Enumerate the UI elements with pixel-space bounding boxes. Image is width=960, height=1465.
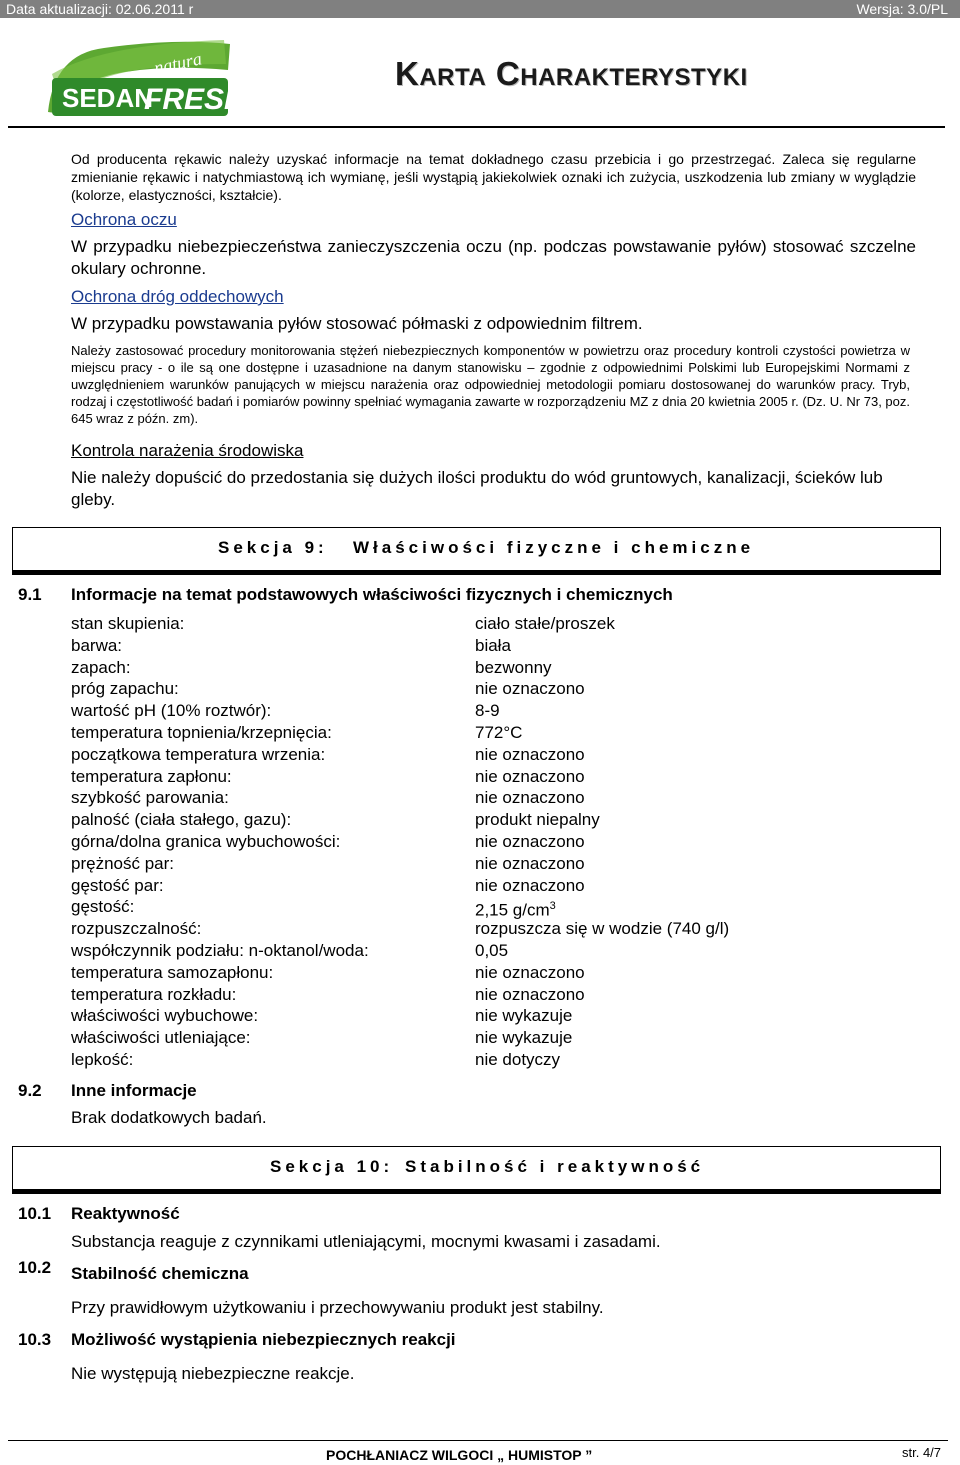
property-label: wartość pH (10% roztwór):: [71, 701, 272, 721]
property-value: rozpuszcza się w wodzie (740 g/l): [475, 919, 730, 939]
other-info-text: Brak dodatkowych badań.: [71, 1108, 267, 1127]
property-value: nie wykazuje: [475, 1028, 573, 1048]
property-label: gęstość:: [71, 897, 135, 917]
section-10-title: Stabilność i reaktywność: [405, 1157, 705, 1176]
subsection-10-3-title: Możliwość wystąpienia niebezpiecznych reakcji: [71, 1330, 456, 1349]
subsection-10-1-title: Reaktywność: [71, 1204, 180, 1223]
footer-product-name: POCHŁANIACZ WILGOCI „ HUMISTOP ”: [326, 1447, 593, 1463]
subsection-10-1-number: 10.1: [18, 1204, 52, 1223]
subsection-9-2-title: Inne informacje: [71, 1081, 197, 1100]
subsection-9-1-title: Informacje na temat podstawowych właściwości fizycznych i chemicznych: [71, 585, 673, 604]
property-value: ciało stałe/proszek: [475, 614, 615, 633]
eye-protection-heading: Ochrona oczu: [71, 210, 177, 229]
page-title: KARTA CHARAKTERYSTYKI: [395, 55, 748, 92]
subsection-10-3-text: Nie występują niebezpieczne reakcje.: [71, 1364, 355, 1383]
property-value: nie oznaczono: [475, 962, 585, 982]
environment-heading: Kontrola narażenia środowiska: [71, 441, 304, 460]
respiratory-protection-text: W przypadku powstawania pyłów stosować półmaski z odpowiednim filtrem.: [71, 314, 643, 333]
eye-protection-text: W przypadku niebezpieczeństwa zanieczyszczenia oczu (np. podczas powstawanie pyłów) stosować szczelne okulary ochronne.: [71, 237, 916, 278]
subsection-9-1-number: 9.1: [18, 585, 42, 604]
property-label: temperatura zapłonu:: [71, 766, 232, 786]
section-10-header: [12, 1146, 941, 1190]
subsection-10-2-text: Przy prawidłowym użytkowaniu i przechowywaniu produkt jest stabilny.: [71, 1298, 604, 1317]
property-label: barwa:: [71, 635, 123, 655]
property-value: nie oznaczono: [475, 832, 585, 851]
version: Wersja: 3.0/PL: [856, 1, 948, 17]
top-info-bar: [0, 0, 960, 18]
subsection-9-2-number: 9.2: [18, 1081, 42, 1100]
subsection-10-2-number: 10.2: [18, 1258, 52, 1277]
properties-list: [71, 613, 941, 1073]
property-label: właściwości wybuchowe:: [71, 1006, 259, 1026]
property-label: właściwości utleniające:: [71, 1028, 251, 1048]
subsection-10-2-title: Stabilność chemiczna: [71, 1264, 249, 1283]
property-label: temperatura rozkładu:: [71, 984, 237, 1004]
property-label: stan skupienia:: [71, 614, 185, 633]
section-10-bar: [12, 1190, 941, 1194]
property-value: produkt niepalny: [475, 810, 600, 830]
property-value: 2,15 $g/cm^3$: [475, 900, 556, 921]
svg-text:SEDAN: SEDAN: [62, 83, 154, 113]
property-value: nie oznaczono: [475, 788, 585, 808]
gloves-paragraph: Od producenta rękawic należy uzyskać informacje na temat dokładnego czasu przebicia i go przestrzegać. Zaleca się regularne zmienianie rękawic i natychmiastową ich wymianę, jeśli wystąpią jakiekolwiek oznaki ich zużycia, uszkodzenia lub zmiany w wyglądzie (kolorze, elastyczności, kształcie).: [71, 151, 916, 203]
respiratory-protection-heading: Ochrona dróg oddechowych: [71, 287, 284, 306]
update-date: Data aktualizacji: 02.06.2011 r: [6, 1, 194, 17]
property-value: nie oznaczono: [475, 679, 585, 699]
monitoring-paragraph: Należy zastosować procedury monitorowania stężeń niebezpiecznych komponentów w powietrzu oraz procedury kontroli czystości powietrza w miejscu pracy - o ile są one dostępne i uzasadnione na danym stanowisku – zgodnie z odpowiednimi Polskimi lub Europejskimi Normami z uwzględnieniem warunków panujących w miejscu narażenia oraz odpowiedniej metodologii pomiaru dostosowanej do warunków pracy. Tryb, rodzaj i częstotliwość badań i pomiarów powinny spełniać wymagania zawarte w rozporządzeniu MZ z dnia 20 kwietnia 2005 r. (Dz. U. Nr 73, poz. 645 wraz z późn. zm).: [71, 343, 910, 426]
property-value: nie oznaczono: [475, 984, 585, 1004]
svg-text:natura: natura: [152, 48, 204, 78]
subsection-10-3-number: 10.3: [18, 1330, 52, 1349]
property-value: nie oznaczono: [475, 875, 585, 895]
property-label: rozpuszczalność:: [71, 919, 202, 939]
property-value: biała: [475, 635, 511, 655]
property-value: nie dotyczy: [475, 1050, 561, 1069]
footer-page-number: str. 4/7: [902, 1445, 942, 1460]
property-value: nie oznaczono: [475, 766, 585, 786]
property-label: górna/dolna granica wybuchowości:: [71, 832, 341, 851]
property-value: 772°C: [475, 723, 523, 742]
property-label: palność (ciała stałego, gazu):: [71, 810, 292, 830]
header-divider: [8, 126, 945, 128]
property-label: prężność par:: [71, 853, 174, 873]
property-value: 0,05: [475, 941, 509, 960]
section-9-header: [12, 527, 941, 571]
svg-text:FRESH: FRESH: [144, 83, 246, 116]
environment-text: Nie należy dopuścić do przedostania się dużych ilości produktu do wód gruntowych, kanalizacji, ścieków lub gleby.: [71, 468, 883, 509]
section-9-label: Sekcja 9:: [218, 538, 328, 557]
section-9-title: Właściwości fizyczne i chemiczne: [353, 538, 755, 557]
property-label: początkowa temperatura wrzenia:: [71, 744, 326, 764]
property-label: współczynnik podziału: n-oktanol/woda:: [71, 941, 369, 960]
property-label: próg zapachu:: [71, 679, 179, 699]
property-value: 8-9: [475, 701, 500, 721]
property-value: nie oznaczono: [475, 853, 585, 873]
property-label: gęstość par:: [71, 875, 164, 895]
brand-logo: [44, 34, 246, 118]
subsection-10-1-text: Substancja reaguje z czynnikami utleniającymi, mocnymi kwasami i zasadami.: [71, 1232, 661, 1251]
footer-divider: [8, 1440, 948, 1441]
property-label: temperatura topnienia/krzepnięcia:: [71, 723, 332, 742]
property-value: nie wykazuje: [475, 1006, 573, 1026]
property-value: bezwonny: [475, 657, 552, 677]
section-9-bar: [12, 571, 941, 575]
property-label: zapach:: [71, 657, 131, 677]
property-label: temperatura samozapłonu:: [71, 962, 274, 982]
property-label: lepkość:: [71, 1050, 134, 1069]
section-10-label: Sekcja 10:: [270, 1157, 394, 1176]
property-value: nie oznaczono: [475, 744, 585, 764]
property-label: szybkość parowania:: [71, 788, 229, 808]
